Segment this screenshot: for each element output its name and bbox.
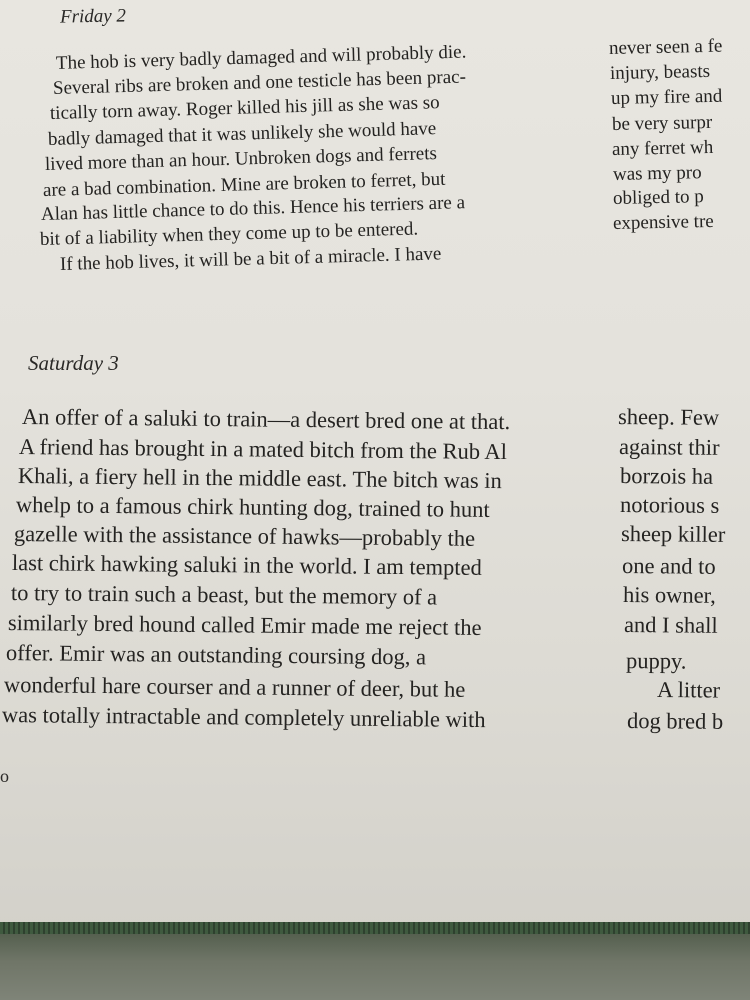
saturday-line-10: wonderful hare courser and a runner of deer, but he bbox=[3, 672, 466, 702]
saturday-right-line-10: A litter bbox=[656, 677, 721, 703]
page-edge bbox=[0, 922, 750, 934]
friday-right-line-8: expensive tre bbox=[612, 210, 714, 234]
friday-right-line-6: was my pro bbox=[612, 162, 702, 185]
saturday-right-line-4: notorious s bbox=[619, 492, 720, 518]
friday-line-9: If the hob lives, it will be a bit of a miracle. I have bbox=[59, 243, 442, 275]
saturday-right-line-1: sheep. Few bbox=[617, 404, 720, 430]
friday-line-6: are a bad combination. Mine are broken to ferret, but bbox=[42, 168, 446, 201]
saturday-right-line-5: sheep killer bbox=[620, 521, 726, 547]
friday-right-line-4: be very surpr bbox=[611, 111, 713, 135]
saturday-line-2: A friend has brought in a mated bitch from the Rub Al bbox=[18, 434, 508, 465]
saturday-heading: Saturday 3 bbox=[28, 351, 119, 375]
friday-line-8: bit of a liability when they come up to be entered. bbox=[39, 218, 419, 250]
friday-right-line-7: obliged to p bbox=[612, 186, 704, 209]
saturday-line-8: similarly bred hound called Emir made me reject the bbox=[7, 610, 482, 640]
saturday-right-line-2: against thir bbox=[618, 434, 720, 460]
saturday-right-line-7: his owner, bbox=[622, 582, 716, 608]
saturday-line-7: to try to train such a beast, but the memory of a bbox=[10, 580, 438, 610]
saturday-line-3: Khali, a fiery hell in the middle east. The bitch was in bbox=[17, 463, 502, 494]
saturday-line-5: gazelle with the assistance of hawks—probably the bbox=[13, 521, 476, 551]
friday-line-4: badly damaged that it was unlikely she would have bbox=[47, 118, 437, 150]
friday-line-1: The hob is very badly damaged and will probably die. bbox=[55, 41, 467, 74]
saturday-line-11: was totally intractable and completely unreliable with bbox=[1, 702, 486, 733]
friday-right-line-2: injury, beasts bbox=[609, 60, 711, 84]
saturday-right-line-6: one and to bbox=[621, 553, 716, 579]
friday-line-3: tically torn away. Roger killed his jill as she was so bbox=[49, 92, 440, 124]
saturday-right-line-8: and I shall bbox=[623, 612, 718, 638]
saturday-line-4: whelp to a famous chirk hunting dog, trained to hunt bbox=[15, 492, 490, 522]
saturday-line-6: last chirk hawking saluki in the world. I am tempted bbox=[11, 550, 483, 580]
background-cloth bbox=[0, 934, 750, 1000]
friday-line-2: Several ribs are broken and one testicle has been prac- bbox=[52, 66, 467, 99]
friday-right-line-3: up my fire and bbox=[610, 85, 723, 109]
saturday-right-line-9: puppy. bbox=[625, 648, 687, 674]
friday-line-5: lived more than an hour. Unbroken dogs and ferrets bbox=[44, 143, 438, 175]
saturday-right-line-11: dog bred b bbox=[626, 708, 724, 734]
friday-heading: Friday 2 bbox=[59, 5, 127, 28]
saturday-right-line-3: borzois ha bbox=[619, 463, 714, 489]
saturday-line-1: An offer of a saluki to train—a desert bred one at that. bbox=[21, 404, 511, 435]
page-number: o bbox=[0, 766, 9, 786]
friday-right-line-5: any ferret wh bbox=[611, 136, 714, 160]
saturday-line-9: offer. Emir was an outstanding coursing dog, a bbox=[5, 640, 427, 670]
friday-right-line-1: never seen a fe bbox=[608, 35, 723, 59]
friday-line-7: Alan has little chance to do this. Hence his terriers are a bbox=[40, 192, 466, 225]
